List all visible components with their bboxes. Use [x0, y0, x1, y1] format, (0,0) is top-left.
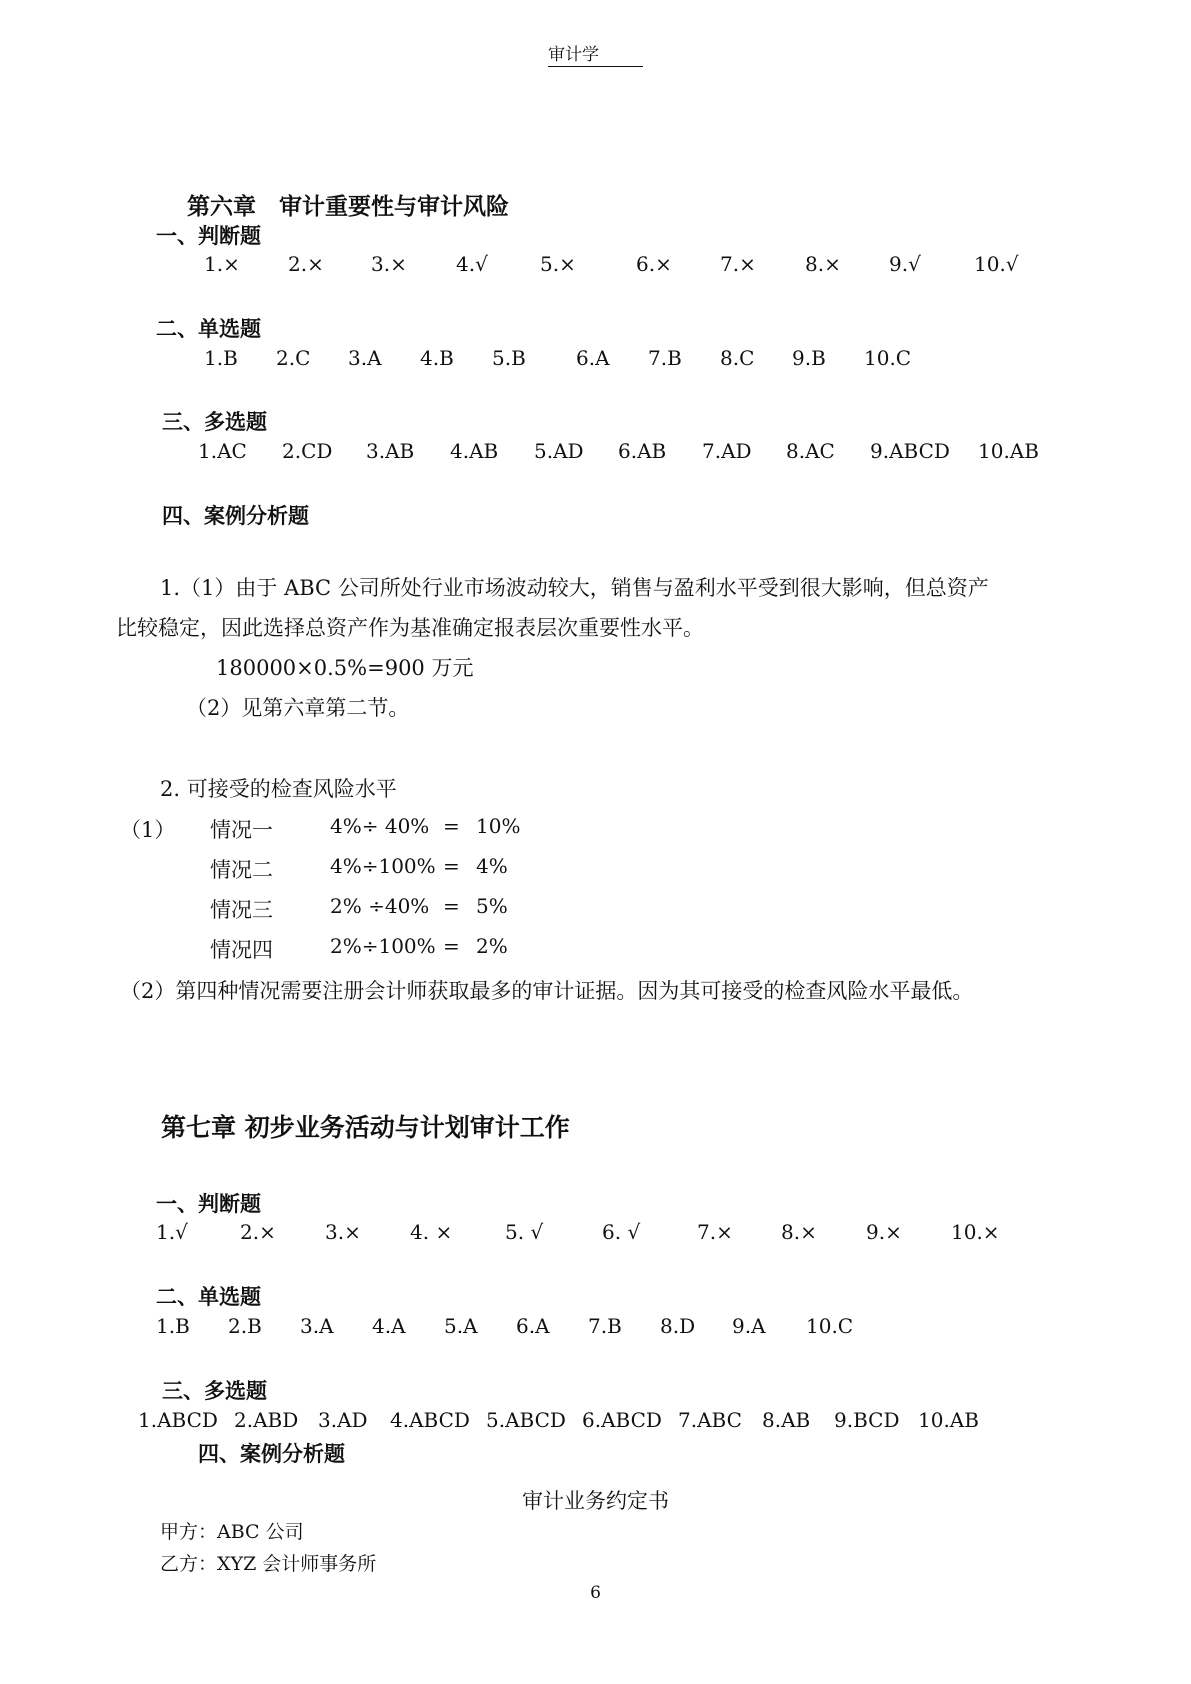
case2-row-eq: =: [443, 894, 460, 918]
answer-item: 10.AB: [918, 1408, 979, 1432]
answer-item: 9.×: [866, 1220, 902, 1244]
answer-item: 2.B: [228, 1314, 262, 1338]
ch7-single-choice-answers: [0, 1314, 1191, 1342]
answer-item: 1.B: [156, 1314, 190, 1338]
answer-item: 5.B: [492, 346, 526, 370]
answer-item: 6.AB: [618, 439, 667, 463]
answer-item: 7.B: [648, 346, 682, 370]
case1-line1: 1.（1）由于 ABC 公司所处行业市场波动较大，销售与盈利水平受到很大影响，但总资产: [160, 576, 989, 600]
ch6-multi-choice-title: 三、多选题: [162, 410, 267, 434]
ch7-single-choice-title: 二、单选题: [156, 1285, 261, 1309]
ch7-judgement-answers: [0, 1220, 1191, 1248]
case2-row-result: 4%: [476, 854, 508, 878]
case2-row-name: 情况三: [210, 898, 273, 922]
answer-item: 5.A: [444, 1314, 478, 1338]
chapter-6-title: 第六章 审计重要性与审计风险: [187, 194, 509, 220]
answer-item: 2.×: [288, 252, 324, 276]
answer-item: 5.ABCD: [486, 1408, 566, 1432]
ch7-multi-choice-answers: [0, 1408, 1191, 1436]
answer-item: 7.×: [720, 252, 756, 276]
answer-item: 4.ABCD: [390, 1408, 470, 1432]
case2-row-name: 情况一: [210, 818, 273, 842]
answer-item: 6.A: [576, 346, 610, 370]
ch7-case-title: 四、案例分析题: [198, 1442, 345, 1466]
case2-row: [0, 814, 1191, 842]
running-header: [0, 40, 1191, 67]
answer-item: 3.A: [348, 346, 382, 370]
answer-item: 9.ABCD: [870, 439, 950, 463]
answer-item: 2.×: [240, 1220, 276, 1244]
answer-item: 2.ABD: [234, 1408, 299, 1432]
answer-item: 2.C: [276, 346, 311, 370]
answer-item: 7.AD: [702, 439, 752, 463]
answer-item: 1.√: [156, 1220, 188, 1244]
answer-item: 10.C: [806, 1314, 854, 1338]
case2-row: [0, 894, 1191, 922]
case2-row: [0, 854, 1191, 882]
case1-formula: 180000×0.5%=900 万元: [216, 656, 474, 680]
answer-item: 8.×: [781, 1220, 817, 1244]
ch7-judgement-title: 一、判断题: [156, 1192, 261, 1216]
ch6-multi-choice-answers: [0, 439, 1191, 467]
answer-item: 10.×: [951, 1220, 1000, 1244]
answer-item: 1.ABCD: [138, 1408, 218, 1432]
case2-row-result: 5%: [476, 894, 508, 918]
case2-part2: （2）第四种情况需要注册会计师获取最多的审计证据。因为其可接受的检查风险水平最低。: [120, 979, 974, 1003]
answer-item: 3.×: [371, 252, 407, 276]
answer-item: 9.√: [889, 252, 921, 276]
answer-item: 2.CD: [282, 439, 333, 463]
case2-row-eq: =: [443, 814, 460, 838]
answer-item: 8.C: [720, 346, 755, 370]
answer-item: 4.AB: [450, 439, 499, 463]
answer-item: 5.AD: [534, 439, 584, 463]
answer-item: 9.B: [792, 346, 826, 370]
case2-row: [0, 934, 1191, 962]
case2-row-result: 10%: [476, 814, 521, 838]
answer-item: 3.AB: [366, 439, 415, 463]
page-number: 6: [590, 1583, 601, 1603]
case2-row-expr: 2% ÷40%: [330, 894, 430, 918]
answer-item: 3.A: [300, 1314, 334, 1338]
ch7-multi-choice-title: 三、多选题: [162, 1379, 267, 1403]
answer-item: 7.B: [588, 1314, 622, 1338]
answer-item: 3.×: [325, 1220, 361, 1244]
case2-row-result: 2%: [476, 934, 508, 958]
case2-row-eq: =: [443, 934, 460, 958]
case2-title: 2. 可接受的检查风险水平: [160, 777, 397, 801]
answer-item: 9.A: [732, 1314, 766, 1338]
case2-row-expr: 4%÷ 40%: [330, 814, 430, 838]
answer-item: 4. ×: [410, 1220, 453, 1244]
answer-item: 3.AD: [318, 1408, 368, 1432]
case2-row-expr: 2%÷100%: [330, 934, 436, 958]
answer-item: 10.C: [864, 346, 912, 370]
answer-item: 1.B: [204, 346, 238, 370]
case1-part2: （2）见第六章第二节。: [186, 696, 410, 720]
answer-item: 10.AB: [978, 439, 1039, 463]
party-b: 乙方：XYZ 会计师事务所: [160, 1553, 377, 1575]
answer-item: 5. √: [505, 1220, 544, 1244]
answer-item: 6.A: [516, 1314, 550, 1338]
answer-item: 8.AC: [786, 439, 835, 463]
answer-item: 7.ABC: [678, 1408, 742, 1432]
ch6-single-choice-title: 二、单选题: [156, 317, 261, 341]
answer-item: 6.ABCD: [582, 1408, 662, 1432]
party-a: 甲方：ABC 公司: [160, 1521, 304, 1543]
case2-row-expr: 4%÷100%: [330, 854, 436, 878]
answer-item: 10.√: [974, 252, 1019, 276]
chapter-7-title: 第七章 初步业务活动与计划审计工作: [161, 1113, 570, 1142]
answer-item: 1.AC: [198, 439, 247, 463]
case2-row-name: 情况二: [210, 858, 273, 882]
answer-item: 4.B: [420, 346, 454, 370]
answer-item: 5.×: [540, 252, 576, 276]
answer-item: 8.AB: [762, 1408, 811, 1432]
running-header-title: 审计学: [548, 40, 643, 67]
engagement-letter-title: 审计业务约定书: [522, 1489, 669, 1513]
case2-label: （1）: [120, 818, 176, 842]
answer-item: 6. √: [602, 1220, 641, 1244]
answer-item: 9.BCD: [834, 1408, 900, 1432]
answer-item: 8.D: [660, 1314, 696, 1338]
case2-row-eq: =: [443, 854, 460, 878]
answer-item: 4.A: [372, 1314, 406, 1338]
answer-item: 1.×: [204, 252, 240, 276]
ch6-judgement-answers: [0, 252, 1191, 280]
ch6-judgement-title: 一、判断题: [156, 224, 261, 248]
ch6-case-title: 四、案例分析题: [162, 504, 309, 528]
ch6-single-choice-answers: [0, 346, 1191, 374]
answer-item: 8.×: [805, 252, 841, 276]
case2-row-name: 情况四: [210, 938, 273, 962]
answer-item: 7.×: [697, 1220, 733, 1244]
case1-line2: 比较稳定，因此选择总资产作为基准确定报表层次重要性水平。: [116, 616, 704, 640]
answer-item: 6.×: [636, 252, 672, 276]
answer-item: 4.√: [456, 252, 488, 276]
